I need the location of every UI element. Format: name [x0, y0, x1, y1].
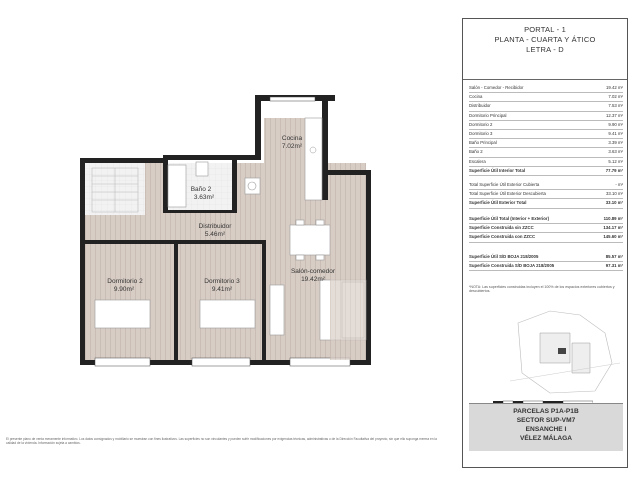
surface-row [469, 199, 623, 208]
boja-table [469, 253, 623, 271]
room-area-dormitorio-3: 9.41m² [211, 286, 233, 293]
surface-label: Superficie Construida sin ZZCC [469, 225, 534, 231]
room-label-bano-2: Baño 2 [190, 186, 212, 193]
kitchen-counter [305, 118, 322, 200]
surface-value: 145.60 m² [603, 234, 623, 240]
surface-value: 3.63 m² [608, 149, 623, 155]
surface-value: 97.31 m² [605, 263, 623, 269]
surface-row [469, 181, 623, 190]
surfaces-note: *NOTA: Las superficies construidas incluyen el 100% de los espacios exteriores cubiertos y descubiertos. [469, 285, 615, 294]
surface-row [469, 262, 623, 271]
room-label-dormitorio-3: Dormitorio 3 [204, 278, 240, 285]
letra-label: LETRA - D [526, 45, 564, 54]
surface-label: Baño 2 [469, 149, 483, 155]
surface-row [469, 84, 623, 93]
terrace-area [330, 175, 366, 360]
surface-label: Dormitorio 2 [469, 121, 493, 127]
surface-label: Superficie Útil Total (Interior + Exterior) [469, 216, 550, 221]
room-label-distribuidor: Distribuidor [198, 223, 232, 230]
surface-row [469, 224, 623, 233]
surface-value: 33.10 m² [606, 191, 623, 197]
surface-row [469, 93, 623, 102]
parcela-line-2: SECTOR SUP-VM7 [516, 417, 576, 424]
surface-row [469, 102, 623, 111]
site-keyplan [510, 303, 620, 397]
surface-label: Dormitorio 3 [469, 130, 493, 136]
surface-row [469, 158, 623, 167]
surface-label: Escalera [469, 158, 486, 164]
surface-label: Superficie Útil S/D BOJA 218/2005 [469, 254, 539, 259]
surfaces-table [469, 84, 623, 176]
surface-value: 7.02 m² [608, 94, 623, 100]
surface-row [469, 167, 623, 176]
portal-label: PORTAL - 1 [524, 25, 566, 34]
parcela-line-4: VÉLEZ MÁLAGA [519, 435, 573, 442]
surface-label: Salón - Comedor - Recibidor [469, 85, 524, 90]
room-area-bano-2: 3.63m² [193, 194, 215, 201]
parcela-line-3: ENSANCHE I [525, 426, 567, 433]
surface-value: 3.39 m² [608, 140, 623, 146]
totals-table [469, 215, 623, 243]
room-label-dormitorio-2: Dormitorio 2 [107, 278, 143, 285]
surface-value: 77.79 m² [605, 167, 623, 173]
surface-value: 33.10 m² [605, 200, 623, 206]
surface-row [469, 253, 623, 262]
parcela-block [469, 403, 623, 451]
surface-row [469, 112, 623, 121]
surface-label: Distribuidor [469, 103, 491, 109]
surface-row [469, 139, 623, 148]
room-label-cocina: Cocina [281, 135, 303, 142]
room-area-cocina: 7.02m² [281, 143, 303, 150]
surface-label: Dormitorio Principal [469, 112, 507, 118]
room-area-salon-comedor: 19.42m² [301, 276, 325, 283]
info-panel [462, 18, 628, 468]
surface-row [469, 148, 623, 157]
surface-row [469, 215, 623, 224]
surface-value: 85.57 m² [605, 254, 623, 259]
surface-value: - m² [615, 182, 623, 187]
surface-label: Total Superficie Útil Exterior Descubierta [469, 191, 546, 197]
panel-title [463, 25, 627, 55]
surface-row [469, 121, 623, 130]
surface-label: Superficie Construida con ZZCC [469, 234, 536, 240]
exterior-table [469, 181, 623, 209]
surface-value: 5.12 m² [608, 158, 623, 164]
divider [463, 79, 627, 80]
room-area-dormitorio-2: 9.90m² [113, 286, 135, 293]
room-label-salon-comedor: Salón-comedor [290, 268, 336, 275]
parcela-line-1: PARCELAS P1A-P1B [513, 408, 579, 415]
surface-value: 9.90 m² [608, 121, 623, 127]
room-area-distribuidor: 5.46m² [204, 231, 226, 238]
surface-row [469, 233, 623, 242]
surface-row [469, 190, 623, 199]
surface-label: Cocina [469, 94, 483, 100]
surface-value: 9.41 m² [608, 130, 623, 136]
surface-label: Superficie Útil Exterior Total [469, 200, 527, 206]
surface-row [469, 130, 623, 139]
planta-label: PLANTA - CUARTA Y ÁTICO [494, 35, 596, 44]
surface-value: 12.37 m² [606, 112, 623, 118]
surface-label: Baño Principal [469, 140, 497, 146]
surface-label: Total Superficie Útil Exterior Cubierta [469, 182, 540, 187]
surface-value: 7.53 m² [608, 103, 623, 109]
surface-value: 110.89 m² [603, 216, 623, 221]
disclaimer: El presente plano de venta meramente informativo. Los datos consignados y mobiliario se muestran con fines ilustrativos. Las superficies no son vinculantes y pueden sufrir modificaciones por exigencias técnicas, administrativas o de la Dirección Facultativa del proyecto, sin que ello suponga merma en la calidad de la vivienda. Información sujeta a cambios. [6, 437, 437, 445]
surface-value: 134.17 m² [603, 225, 623, 231]
surface-label: Superficie Útil Interior Total [469, 167, 526, 173]
surface-label: Superficie Construida S/D BOJA 218/2005 [469, 263, 555, 269]
surface-value: 19.42 m² [606, 85, 623, 90]
